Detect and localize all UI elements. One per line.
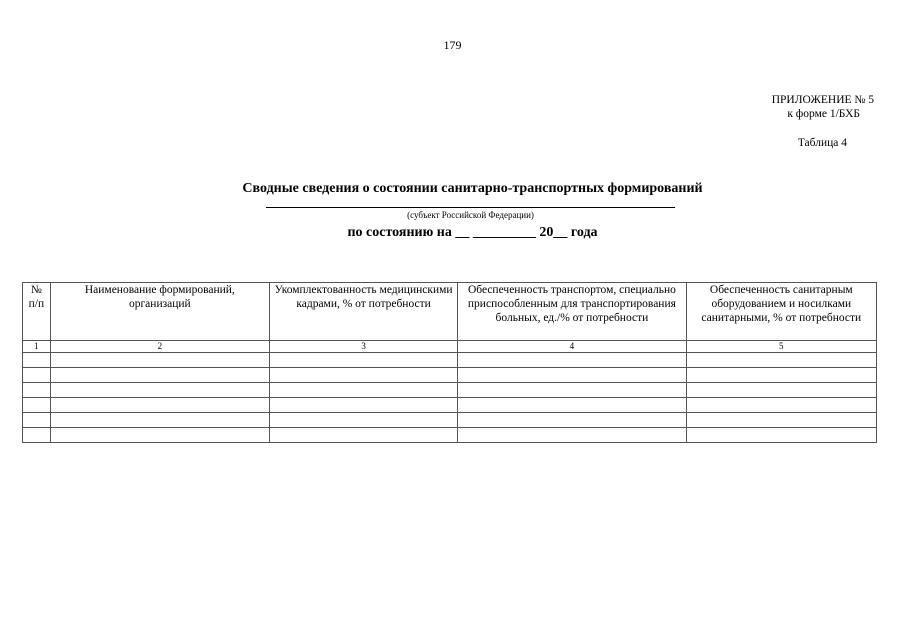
header-formation-name: Наименование формирований, организаций (50, 283, 269, 341)
table-cell[interactable] (50, 413, 269, 428)
table-cell[interactable] (269, 413, 457, 428)
table-cell[interactable] (458, 383, 686, 398)
column-number-row (23, 341, 877, 353)
column-number: 2 (50, 341, 269, 353)
table-cell[interactable] (23, 368, 51, 383)
table-cell[interactable] (458, 398, 686, 413)
table-cell[interactable] (458, 368, 686, 383)
table-cell[interactable] (23, 413, 51, 428)
column-number: 5 (686, 341, 876, 353)
table-cell[interactable] (50, 368, 269, 383)
table-cell[interactable] (686, 383, 876, 398)
header-transport-provision: Обеспеченность транспортом, специально приспособленным для транспортирования больных, ед./% от потребности (458, 283, 686, 341)
table-cell[interactable] (269, 383, 457, 398)
table-cell[interactable] (686, 353, 876, 368)
table-row (23, 398, 877, 413)
table-row (23, 383, 877, 398)
table-cell[interactable] (458, 428, 686, 443)
table-cell[interactable] (269, 353, 457, 368)
column-number: 1 (23, 341, 51, 353)
table-cell[interactable] (686, 428, 876, 443)
table-cell[interactable] (458, 413, 686, 428)
table-cell[interactable] (23, 398, 51, 413)
subject-caption: (субъект Российской Федерации) (407, 210, 534, 220)
date-line: по состоянию на __ _________ 20__ года (347, 225, 598, 240)
table-number: Таблица 4 (797, 137, 847, 149)
table-cell[interactable] (269, 428, 457, 443)
appendix-header (772, 93, 874, 121)
table-cell[interactable] (269, 368, 457, 383)
table-row (23, 413, 877, 428)
table-cell[interactable] (23, 428, 51, 443)
table-cell[interactable] (50, 398, 269, 413)
table-cell[interactable] (686, 413, 876, 428)
column-number: 3 (269, 341, 457, 353)
table-row (23, 428, 877, 443)
header-medical-staffing: Укомплектованность медицинскими кадрами, % от потребности (269, 283, 457, 341)
table-row (23, 368, 877, 383)
table-cell[interactable] (269, 398, 457, 413)
table-header-row (23, 283, 877, 341)
appendix-title: ПРИЛОЖЕНИЕ № 5 (771, 94, 874, 106)
table-cell[interactable] (50, 428, 269, 443)
table-cell[interactable] (458, 353, 686, 368)
table-cell[interactable] (686, 398, 876, 413)
appendix-form-reference: к форме 1/БХБ (787, 108, 860, 120)
document-title: Сводные сведения о состоянии санитарно-транспортных формирований (242, 181, 703, 196)
table-row (23, 353, 877, 368)
table-cell[interactable] (686, 368, 876, 383)
page-number: 179 (443, 38, 462, 52)
table-cell[interactable] (50, 353, 269, 368)
header-sanitary-equipment: Обеспеченность санитарным оборудованием и носилками санитарными, % от потребности (686, 283, 876, 341)
header-row-number: № п/п (23, 283, 51, 341)
table-cell[interactable] (23, 353, 51, 368)
table-cell[interactable] (50, 383, 269, 398)
column-number: 4 (458, 341, 686, 353)
table-cell[interactable] (23, 383, 51, 398)
summary-table (22, 282, 877, 443)
subject-fill-line[interactable] (266, 207, 675, 208)
